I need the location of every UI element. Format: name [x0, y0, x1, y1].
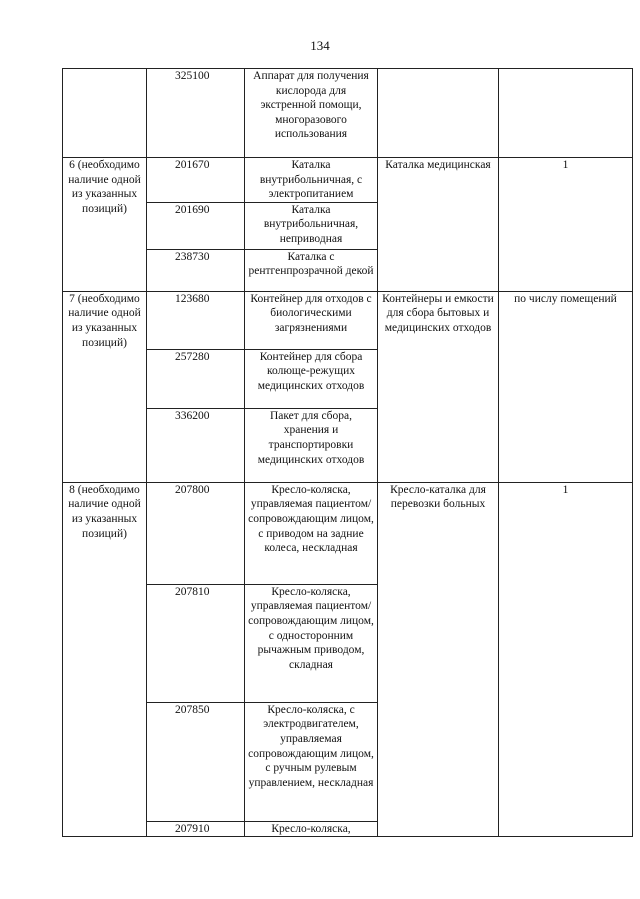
type-name: Каталка медицинская: [385, 159, 491, 171]
item-name: Контейнер для сбора колюще-режущих медицинских отходов: [257, 350, 365, 392]
item-code-cell: [147, 249, 245, 291]
item-name-cell: [245, 349, 378, 408]
table-row: [63, 482, 633, 584]
group-label-cell: [63, 158, 147, 292]
item-name-cell: [245, 202, 378, 249]
item-name: Пакет для сбора, хранения и транспортировки медицинских отходов: [257, 409, 365, 466]
type-name-cell: [378, 482, 499, 837]
item-name-cell: [245, 584, 378, 702]
item-name: Кресло-коляска, с электродвигателем, управляемая сопровождающим лицом, с ручным рулевым управлением, нескладная: [248, 703, 374, 789]
item-code-cell: [147, 482, 245, 584]
item-name-cell: [245, 408, 378, 482]
item-code: 336200: [175, 409, 210, 422]
item-name-cell: [245, 821, 378, 837]
type-name-cell: [378, 291, 499, 482]
item-name: Каталка внутрибольничная, с электропитанием: [259, 159, 363, 201]
type-name: Кресло-каталка для перевозки больных: [390, 483, 486, 511]
item-code: 207810: [175, 585, 210, 598]
item-code-cell: [147, 702, 245, 821]
item-code: 201670: [175, 159, 210, 171]
item-code: 207850: [175, 703, 210, 716]
group-label: 7 (необходимо наличие одной из указанных позиций): [68, 292, 141, 349]
page-number: 134: [310, 38, 330, 53]
item-name-cell: [245, 158, 378, 203]
item-name-cell: [245, 702, 378, 821]
table-row: [63, 158, 633, 203]
item-code-cell: [147, 349, 245, 408]
item-name: Каталка внутрибольничная, неприводная: [263, 203, 359, 245]
item-code-cell: [147, 408, 245, 482]
equipment-table: [62, 68, 633, 837]
quantity-cell: [499, 69, 633, 158]
item-code-cell: [147, 584, 245, 702]
item-code-cell: [147, 69, 245, 158]
item-code: 257280: [175, 350, 210, 363]
item-name: Аппарат для получения кислорода для экстренной помощи, многоразового использования: [253, 70, 369, 141]
item-name: Кресло-коляска, управляемая пациентом/ сопровождающим лицом, с приводом на задние колеса, нескладная: [248, 483, 374, 555]
item-code-cell: [147, 291, 245, 349]
item-code-cell: [147, 202, 245, 249]
item-name-cell: [245, 69, 378, 158]
quantity-cell: [499, 291, 633, 482]
item-name: Контейнер для отходов с биологическими загрязнениями: [250, 292, 372, 334]
item-code: 201690: [175, 203, 210, 216]
group-label-cell: [63, 482, 147, 837]
item-name: Каталка с рентгенпрозрачной декой: [248, 250, 374, 278]
quantity-cell: [499, 158, 633, 292]
item-name-cell: [245, 249, 378, 291]
item-code: 238730: [175, 250, 210, 263]
type-name: Контейнеры и емкости для сбора бытовых и медицинских отходов: [382, 292, 494, 334]
group-label-cell: [63, 69, 147, 158]
item-code: 325100: [175, 70, 210, 82]
item-name-cell: [245, 482, 378, 584]
group-label: 8 (необходимо наличие одной из указанных позиций): [68, 483, 141, 540]
group-label-cell: [63, 291, 147, 482]
item-code-cell: [147, 158, 245, 203]
type-name-cell: [378, 158, 499, 292]
item-name: Кресло-коляска, управляемая пациентом/ сопровождающим лицом, с односторонним рычажным приводом, складная: [248, 585, 374, 671]
item-code-cell: [147, 821, 245, 837]
item-name-cell: [245, 291, 378, 349]
table-row: [63, 291, 633, 349]
table-row: [63, 69, 633, 158]
quantity: по числу помещений: [514, 292, 617, 305]
item-name: Кресло-коляска,: [271, 822, 351, 835]
item-code: 207910: [175, 822, 210, 835]
item-code: 123680: [175, 292, 210, 305]
group-label: 6 (необходимо наличие одной из указанных позиций): [68, 159, 141, 215]
item-code: 207800: [175, 483, 210, 496]
quantity: 1: [562, 483, 569, 496]
type-name-cell: [378, 69, 499, 158]
quantity: 1: [562, 159, 569, 171]
quantity-cell: [499, 482, 633, 837]
